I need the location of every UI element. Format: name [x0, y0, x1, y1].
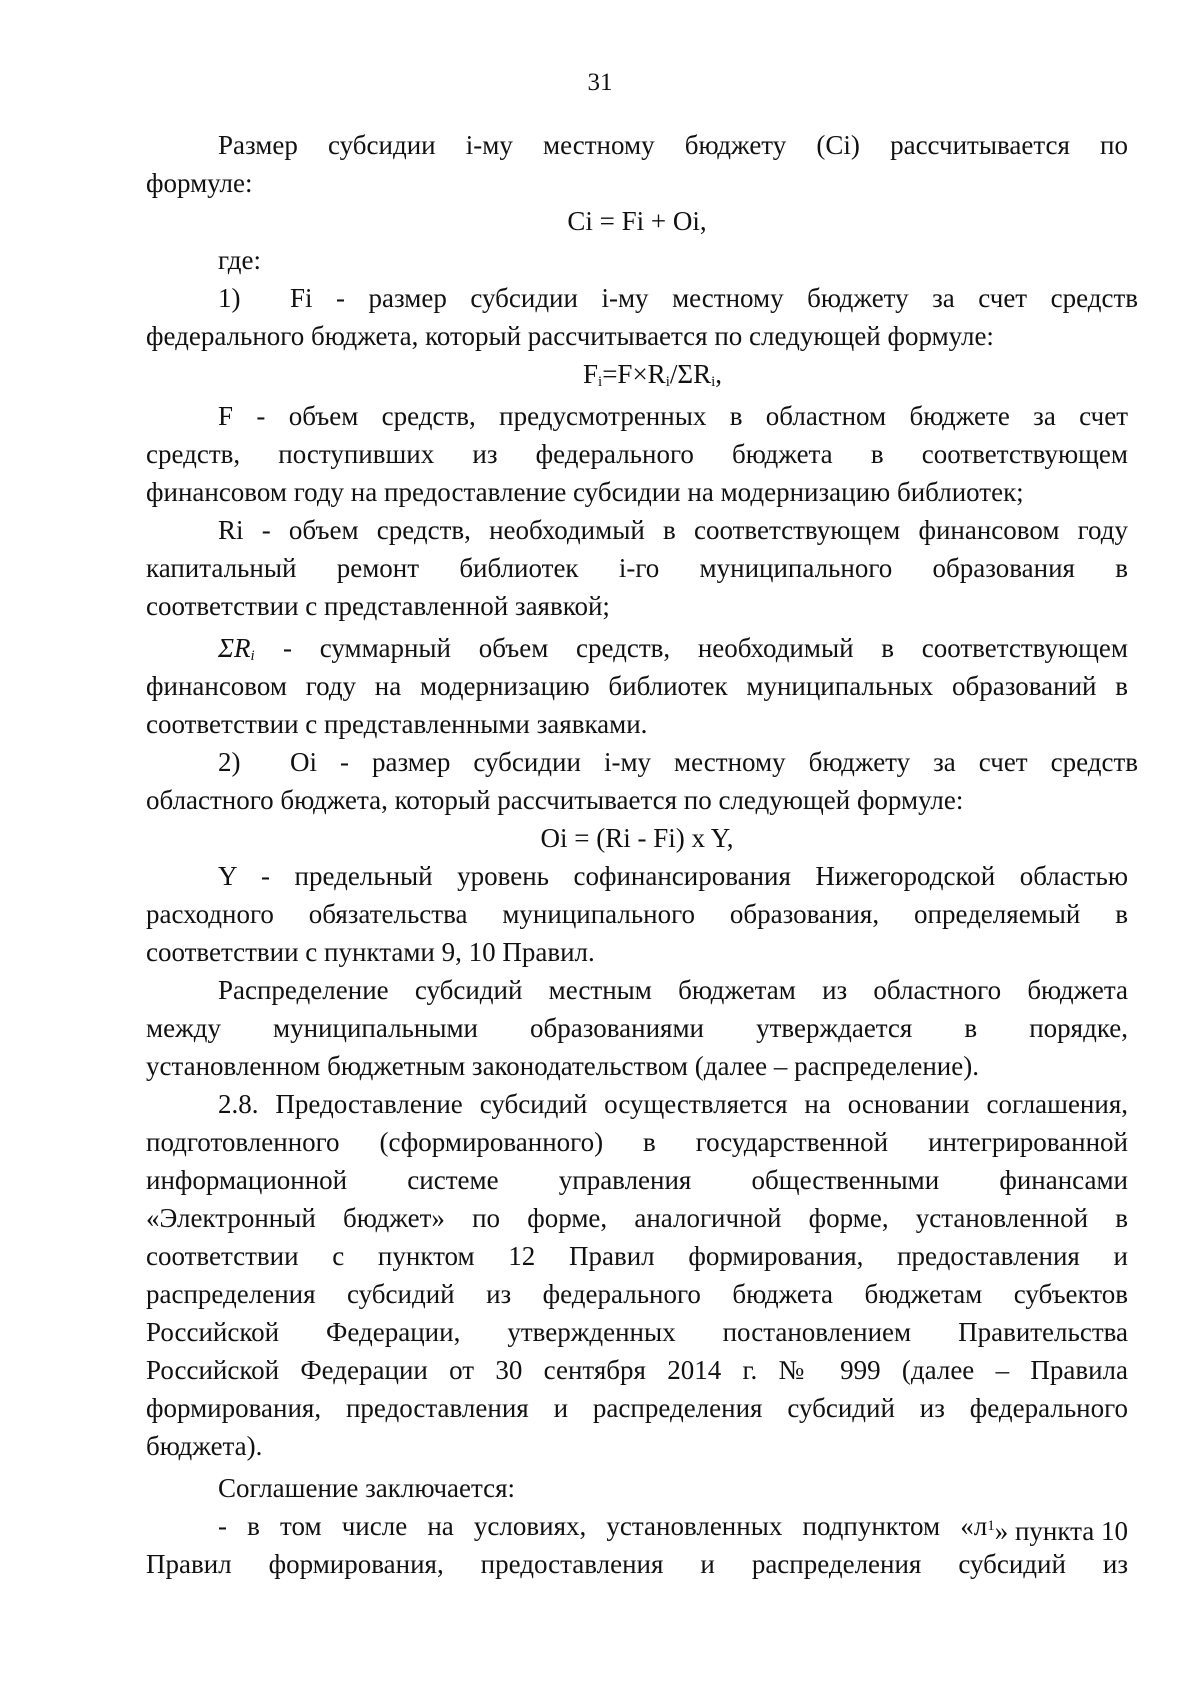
text-line: Размер субсидии i-му местному бюджету (Ci) рассчитывается по — [218, 130, 1128, 160]
text-line: установленном бюджетным законодательством (далее – распределение). — [146, 1051, 979, 1081]
text-line: соответствии с представленными заявками. — [146, 709, 648, 739]
text-line: Y - предельный уровень софинансирования Нижегородской областью — [218, 861, 1128, 891]
text-segment — [987, 1509, 1128, 1548]
text-line: формирования, предоставления и распределения субсидий из федерального — [146, 1393, 1128, 1423]
text-line: распределения субсидий из федерального бюджета бюджетам субъектов — [146, 1279, 1128, 1309]
text-line: «Электронный бюджет» по форме, аналогичной форме, установленной в — [146, 1203, 1128, 1233]
formula-fi-part: F — [583, 359, 599, 389]
text-line: финансовом году на предоставление субсидии на модернизацию библиотек; — [146, 477, 1024, 507]
text-line: соответствии с пунктом 12 Правил формирования, предоставления и — [146, 1241, 1128, 1271]
text-line: F - объем средств, предусмотренных в областном бюджете за счет — [218, 401, 1128, 431]
text-part: » пункта 10 — [994, 1516, 1128, 1546]
formula-ci: Ci = Fi + Oi, — [567, 206, 707, 236]
text-line: Соглашение заключается: — [218, 1473, 516, 1503]
text-line: Ri - объем средств, необходимый в соответствующем финансовом году — [218, 515, 1128, 545]
text-line: Российской Федерации от 30 сентября 2014 г. № 999 (далее – Правила — [146, 1355, 1128, 1385]
sum-symbol-text: ΣR — [218, 633, 251, 663]
text-part: - в том числе на условиях, установленных подпунктом «л — [218, 1511, 988, 1541]
text-line: бюджета). — [146, 1431, 263, 1461]
text-line: капитальный ремонт библиотек i-го муниципального образования в — [146, 553, 1128, 583]
text-line: Российской Федерации, утвержденных постановлением Правительства — [146, 1317, 1128, 1347]
text-line: информационной системе управления общественными финансами — [146, 1165, 1128, 1195]
text-segment — [218, 1509, 987, 1548]
text-line: Oi - размер субсидии i-му местному бюджету за счет средств — [290, 747, 1138, 777]
page-number: 31 — [587, 69, 613, 96]
superscript: 1 — [987, 1518, 995, 1534]
formula-oi: Oi = (Ri - Fi) x Y, — [540, 823, 734, 853]
formula-fi — [583, 357, 722, 399]
formula-fi-part: , — [715, 359, 723, 389]
text-line-with-superscript — [218, 1509, 1128, 1548]
text-line: подготовленного (сформированного) в государственной интегрированной — [146, 1127, 1128, 1157]
sum-symbol-sub: i — [250, 648, 255, 664]
text-line: финансовом году на модернизацию библиотек муниципальных образований в — [146, 671, 1128, 701]
text-line: средств, поступивших из федерального бюджета в соответствующем — [146, 439, 1128, 469]
sum-symbol — [218, 631, 255, 673]
text-line: Правил формирования, предоставления и распределения субсидий из — [146, 1549, 1128, 1579]
formula-fi-part: /ΣR — [669, 359, 712, 389]
text-line: Распределение субсидий местным бюджетам из областного бюджета — [218, 975, 1128, 1005]
formula-fi-sub: i — [711, 374, 716, 390]
text-line: где: — [218, 245, 261, 275]
text-line: областного бюджета, который рассчитывается по следующей формуле: — [146, 785, 964, 815]
text-line: между муниципальными образованиями утверждается в порядке, — [146, 1013, 1128, 1043]
list-marker: 2) — [218, 747, 241, 777]
text-line: формуле: — [146, 168, 253, 198]
text-line: соответствии с пунктами 9, 10 Правил. — [146, 937, 595, 967]
text-line: расходного обязательства муниципального образования, определяемый в — [146, 899, 1128, 929]
formula-fi-part: =F×R — [602, 359, 666, 389]
formula-fi-sub: i — [665, 374, 670, 390]
formula-fi-sub: i — [598, 374, 603, 390]
text-line: 2.8. Предоставление субсидий осуществляется на основании соглашения, — [218, 1089, 1128, 1119]
text-line: Fi - размер субсидии i-му местному бюджету за счет средств — [290, 283, 1138, 313]
list-marker: 1) — [218, 283, 241, 313]
text-line: - суммарный объем средств, необходимый в соответствующем — [283, 633, 1128, 663]
text-line: федерального бюджета, который рассчитывается по следующей формуле: — [146, 321, 994, 351]
text-line: соответствии с представленной заявкой; — [146, 591, 610, 621]
